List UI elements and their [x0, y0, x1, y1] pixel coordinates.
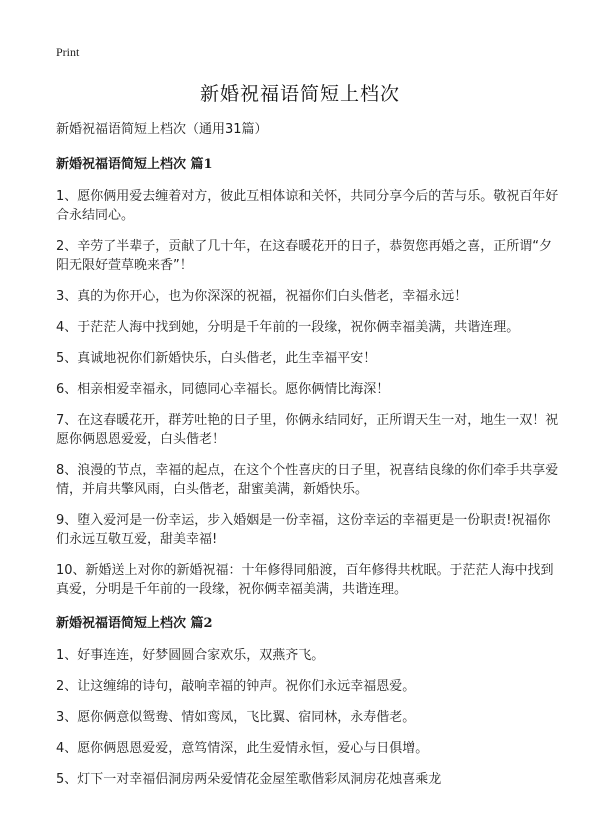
paragraph: 5、真诚地祝你们新婚快乐，白头偕老，此生幸福平安！ [56, 351, 377, 366]
paragraph: 4、愿你俩恩恩爱爱，意笃情深，此生爱情永恒，爱心与日俱增。 [56, 741, 429, 756]
document-title: 新婚祝福语简短上档次 [199, 83, 400, 105]
paragraph: 3、真的为你开心，也为你深深的祝福，祝福你们白头偕老，幸福永远！ [56, 289, 468, 304]
section-heading-2: 新婚祝福语简短上档次 篇2 [56, 616, 213, 631]
paragraph: 3、愿你俩意似鸳鸯、情如鸾凤，飞比翼、宿同林，永寿偕老。 [56, 710, 416, 725]
paragraph: 1、好事连连，好梦圆圆合家欢乐，双燕齐飞。 [56, 648, 325, 663]
section-1-paragraphs [56, 187, 562, 599]
paragraph: 2、辛劳了半辈子，贡献了几十年，在这春暖花开的日子，恭贺您再婚之喜，正所谓“夕阳无限好萱草晚来香”！ [56, 239, 553, 273]
paragraph: 4、于茫茫人海中找到她，分明是千年前的一段缘，祝你俩幸福美满，共谐连理。 [56, 320, 520, 335]
paragraph: 6、相亲相爱幸福永，同德同心幸福长。愿你俩情比海深！ [56, 382, 390, 397]
section-heading-1: 新婚祝福语简短上档次 篇1 [56, 157, 213, 172]
paragraph: 9、堕入爱河是一份幸运，步入婚姻是一份幸福，这份幸运的幸福更是一份职责!祝福你们永远互敬互爱，甜美幸福! [56, 513, 551, 547]
paragraph: 2、让这缠绵的诗句，敲响幸福的钟声。祝你们永远幸福恩爱。 [56, 679, 416, 694]
paragraph: 1、愿你俩用爱去缠着对方，彼此互相体谅和关怀，共同分享今后的苦与乐。敬祝百年好合永结同心。 [56, 189, 559, 223]
print-link[interactable]: Print [56, 45, 80, 59]
paragraph: 5、灯下一对幸福侣洞房两朵爱情花金屋笙歌偕彩凤洞房花烛喜乘龙 [56, 772, 442, 787]
paragraph: 10、新婚送上对你的新婚祝福：十年修得同船渡，百年修得共枕眠。于茫茫人海中找到真爱，分明是千年前的一段缘，祝你俩幸福美满，共谐连理。 [56, 563, 554, 597]
section-2-paragraphs [56, 646, 562, 789]
paragraph: 7、在这春暖花开，群芳吐艳的日子里，你俩永结同好，正所谓天生一对，地生一双！祝愿你俩恩恩爱爱，白头偕老！ [56, 413, 559, 447]
document-subtitle: 新婚祝福语简短上档次（通用31篇） [56, 122, 268, 137]
paragraph: 8、浪漫的节点，幸福的起点，在这个个性喜庆的日子里，祝喜结良缘的你们牵手共享爱情，并肩共擎风雨，白头偕老，甜蜜美满，新婚快乐。 [56, 463, 559, 497]
